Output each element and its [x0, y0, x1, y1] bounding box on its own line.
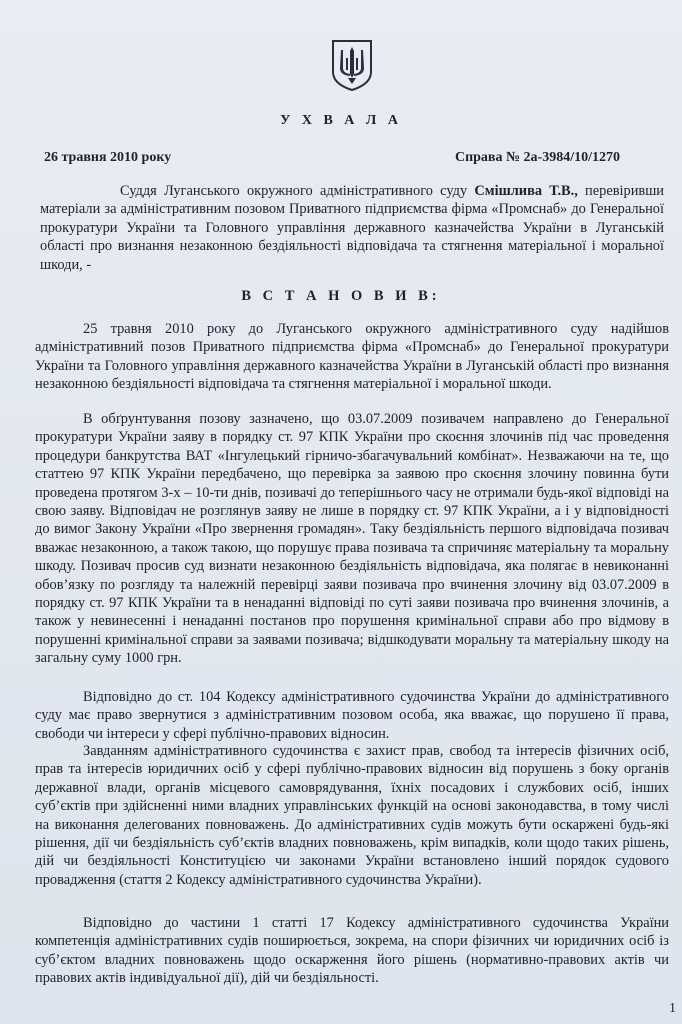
case-number: Справа № 2а-3984/10/1270	[454, 150, 620, 165]
intro-text-after: перевіривши матеріали за адміністративним позовом Приватного підприємства фірма «Промснаб» до Генеральної прокуратури України та Головного управління державного казначейства України в Луганській області про визнання незаконною бездіяльності відповідача та стягнення матеріальної і моральної шкоди, -	[40, 183, 664, 273]
document-date: 26 травня 2010 року	[44, 150, 172, 165]
section-heading: В С Т А Н О В И В:	[241, 288, 441, 304]
judge-name: Смішлива Т.В.,	[474, 183, 578, 199]
trident-emblem-icon	[330, 38, 374, 92]
paragraph-2: В обґрунтування позову зазначено, що 03.07.2009 позивачем направлено до Генеральної прокуратури України заяву в порядку ст. 97 КПК України про скоєння злочинів під час проведення процедури банкрутства ВАТ «Інгулецький гірничо-збагачувальний комбінат». Незважаючи на те, що статтею 97 КПК України передбачено, що перевірка за заявою про скоєння злочину повинна бути проведена протягом 3-х – 10-ти днів, позивачі до теперішнього часу не отримали будь-якої відповіді на свою заяву. Відповідач не розглянув заяву не лише в порядку ст. 97 КПК України, а і у відповідності до вимог Закону України «Про звернення громадян». Таку бездіяльність першого відповідача позивач вважає незаконною, а також такою, що порушує права позивача та спричиняє матеріальну та моральну шкоду. Позивач просив суд визнати незаконною бездіяльність відповідача, яка полягає в невиконанні обов’язку по розгляду та належній перевірці заяви позивача про вчинення злочину від 03.07.2009 в порядку ст. 97 КПК України та в ненаданні відповіді по суті заяви позивача про вчинення злочинів, а також у невинесенні і ненаданні постанов про порушення кримінальної справи або про відмову в порушенні кримінальної справи за заявами позивача; відшкодувати моральну та матеріальну шкоду на загальну суму 1000 грн.	[35, 411, 669, 667]
paragraph-4: Завданням адміністративного судочинства є захист прав, свобод та інтересів фізичних осіб, прав та інтересів юридичних осіб у сфері публічно-правових відносин від порушень з боку органів державної влади, органів місцевого самоврядування, їхніх посадових і службових осіб, інших суб’єктів при здійсненні ними владних управлінських функцій на основі законодавства, в тому числі на виконання делегованих повноважень. До адміністративних судів можуть бути оскаржені будь-які рішення, дії чи бездіяльність суб’єктів владних повноважень, крім випадків, коли щодо таких рішень, дій чи бездіяльності Конституцією чи законами України встановлено інший порядок судового провадження (стаття 2 Кодексу адміністративного судочинства України).	[35, 743, 669, 888]
intro-text-before: Суддя Луганського окружного адміністративного суду	[120, 183, 475, 199]
paragraph-3: Відповідно до ст. 104 Кодексу адміністративного судочинства України до адміністративного суду має право звернутися з адміністративним позовом особа, яка вважає, що порушено її права, свободи чи інтереси у сфері публічно-правових відносин.	[35, 689, 669, 742]
page-number: 1	[669, 1001, 676, 1016]
paragraph-1: 25 травня 2010 року до Луганського окружного адміністративного суду надійшов адміністративний позов Приватного підприємства фірма «Промснаб» до Генеральної прокуратури України та Головного управління державного казначейства України в Луганській області про визнання незаконною бездіяльності відповідача та стягнення матеріальної і моральної шкоди.	[35, 321, 669, 393]
intro-paragraph	[40, 182, 664, 274]
document-title: У Х В А Л А	[280, 113, 402, 128]
paragraph-5: Відповідно до частини 1 статті 17 Кодексу адміністративного судочинства України компетенція адміністративних судів поширюється, зокрема, на спори фізичних чи юридичних осіб із суб’єктом владних повноважень щодо оскарження його рішень (нормативно-правових актів чи правових актів індивідуальної дії), дій чи бездіяльності.	[35, 915, 669, 987]
